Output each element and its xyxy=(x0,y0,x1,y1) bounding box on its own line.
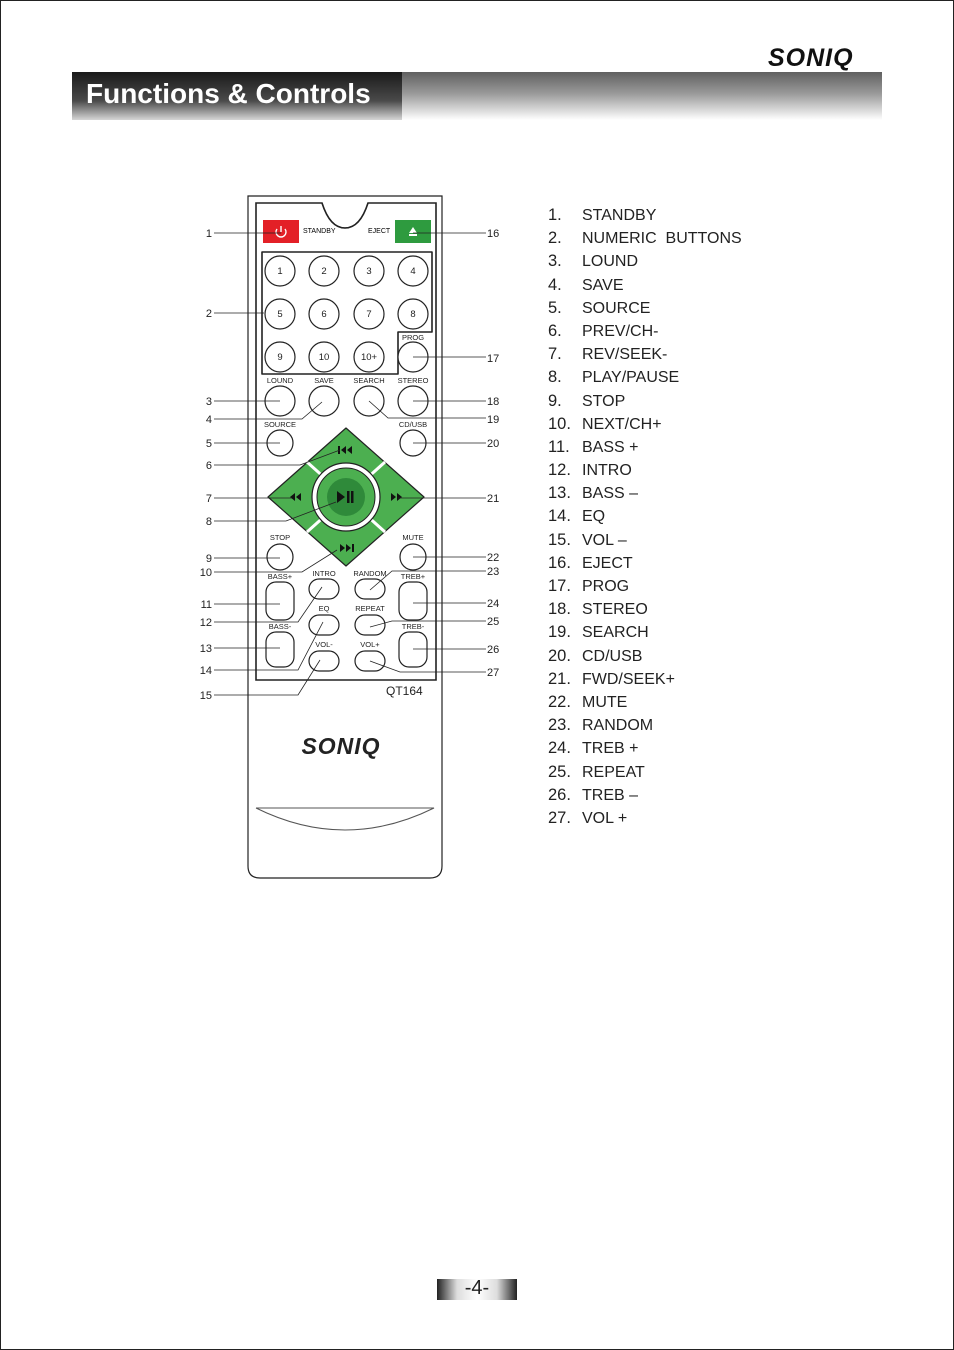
intro-button[interactable] xyxy=(309,579,339,599)
list-item: 1. STANDBY xyxy=(548,206,657,224)
callout-23: 23 xyxy=(487,566,500,578)
callout-21: 21 xyxy=(487,493,500,505)
source-label: SOURCE xyxy=(263,420,297,429)
callout-1: 1 xyxy=(205,228,212,240)
callout-13: 13 xyxy=(199,643,212,655)
list-item: 18. STEREO xyxy=(548,600,648,619)
save-label: SAVE xyxy=(314,376,334,385)
callout-12: 12 xyxy=(199,617,212,629)
page-number-badge xyxy=(437,1279,517,1300)
num-label: 4 xyxy=(410,266,416,277)
stereo-label: STEREO xyxy=(397,376,429,385)
repeat-label: REPEAT xyxy=(355,604,385,613)
random-button[interactable] xyxy=(355,579,385,599)
list-item: 9. STOP xyxy=(548,391,626,410)
callout-27: 27 xyxy=(487,667,500,679)
stop-label: STOP xyxy=(269,533,291,542)
callout-4: 4 xyxy=(205,414,212,426)
brand-logo: SONIQ xyxy=(768,44,854,72)
list-item: 7. REV/SEEK- xyxy=(548,345,668,364)
eject-label: EJECT xyxy=(368,228,391,235)
list-item: 6. PREV/CH- xyxy=(548,321,659,340)
random-label: RANDOM xyxy=(353,569,387,578)
save-button[interactable] xyxy=(309,386,339,416)
trebp-button[interactable] xyxy=(399,582,427,620)
page-title: Functions & Controls xyxy=(86,78,371,109)
page-number: -4- xyxy=(464,1277,490,1299)
volm-button[interactable] xyxy=(309,651,339,671)
volm-label: VOL- xyxy=(315,640,333,649)
list-item: 8. PLAY/PAUSE xyxy=(548,368,680,387)
trebp-label: TREB+ xyxy=(400,572,426,581)
list-item: 26. TREB – xyxy=(548,785,639,804)
bassm-button[interactable] xyxy=(266,632,294,667)
callout-17: 17 xyxy=(487,353,500,365)
lound-label: LOUND xyxy=(266,376,294,385)
num-label: 10 xyxy=(318,352,330,363)
list-item: 12. INTRO xyxy=(548,461,632,480)
num-label: 1 xyxy=(277,266,283,277)
list-item: 5. SOURCE xyxy=(548,298,651,317)
callout-15: 15 xyxy=(199,690,212,702)
num-label: 9 xyxy=(277,352,283,363)
callout-19: 19 xyxy=(487,414,500,426)
list-item: 22. MUTE xyxy=(548,692,628,711)
list-item: 27. VOL + xyxy=(548,808,628,827)
mute-label: MUTE xyxy=(402,533,424,542)
callout-9: 9 xyxy=(205,553,212,565)
num-label: 8 xyxy=(410,309,416,320)
bassp-button[interactable] xyxy=(266,582,294,620)
eq-label: EQ xyxy=(318,604,330,613)
play-pause-center xyxy=(327,478,365,516)
intro-label: INTRO xyxy=(312,569,336,578)
list-item: 4. SAVE xyxy=(548,275,624,294)
trebm-button[interactable] xyxy=(399,632,427,667)
callout-10: 10 xyxy=(199,567,212,579)
num-label: 5 xyxy=(277,309,283,320)
list-item: 25. REPEAT xyxy=(548,762,645,781)
prog-label: PROG xyxy=(401,333,425,342)
list-item: 15. VOL – xyxy=(548,530,627,549)
list-item: 11. BASS + xyxy=(548,437,639,456)
callout-20: 20 xyxy=(487,438,500,450)
callout-7: 7 xyxy=(205,493,212,505)
callout-14: 14 xyxy=(199,665,212,677)
remote-diagram xyxy=(195,190,515,890)
list-item: 16. EJECT xyxy=(548,553,633,572)
list-item: 13. BASS – xyxy=(548,484,639,503)
repeat-button[interactable] xyxy=(355,615,385,635)
num-label: 6 xyxy=(321,309,327,320)
eq-button[interactable] xyxy=(309,615,339,635)
num-label: 7 xyxy=(366,309,372,320)
callout-11: 11 xyxy=(200,599,212,611)
remote-brand-logo: SONIQ xyxy=(301,733,381,759)
callout-16: 16 xyxy=(487,228,500,240)
callout-2: 2 xyxy=(205,308,212,320)
model-label: QT164 xyxy=(386,684,423,698)
trebm-label: TREB- xyxy=(401,622,425,631)
list-item: 24. TREB + xyxy=(548,739,639,758)
functions-list xyxy=(548,204,742,830)
callout-8: 8 xyxy=(205,516,212,528)
callout-5: 5 xyxy=(205,438,212,450)
num-label: 3 xyxy=(366,266,372,277)
stop-button[interactable] xyxy=(267,544,293,570)
callout-26: 26 xyxy=(487,644,500,656)
list-item: 23. RANDOM xyxy=(548,716,654,735)
num-label: 2 xyxy=(321,266,327,277)
callout-18: 18 xyxy=(487,396,500,408)
list-item: 10. NEXT/CH+ xyxy=(548,414,662,433)
list-item: 14. EQ xyxy=(548,507,606,526)
standby-label: STANDBY xyxy=(303,228,336,235)
list-item: 20. CD/USB xyxy=(548,646,643,665)
bassp-label: BASS+ xyxy=(267,572,293,581)
bassm-label: BASS- xyxy=(268,622,292,631)
callout-25: 25 xyxy=(487,616,500,628)
search-label: SEARCH xyxy=(353,376,385,385)
callout-22: 22 xyxy=(487,552,500,564)
callout-6: 6 xyxy=(205,460,212,472)
cdusb-label: CD/USB xyxy=(398,420,428,429)
callout-3: 3 xyxy=(205,396,212,408)
volp-label: VOL+ xyxy=(360,640,380,649)
list-item: 2. NUMERIC BUTTONS xyxy=(548,229,742,248)
num-label: 10+ xyxy=(360,352,378,363)
list-item: 21. FWD/SEEK+ xyxy=(548,669,675,688)
list-item: 19. SEARCH xyxy=(548,623,649,642)
list-item: 3. LOUND xyxy=(548,252,639,271)
callout-24: 24 xyxy=(487,598,500,610)
list-item: 17. PROG xyxy=(548,577,630,595)
